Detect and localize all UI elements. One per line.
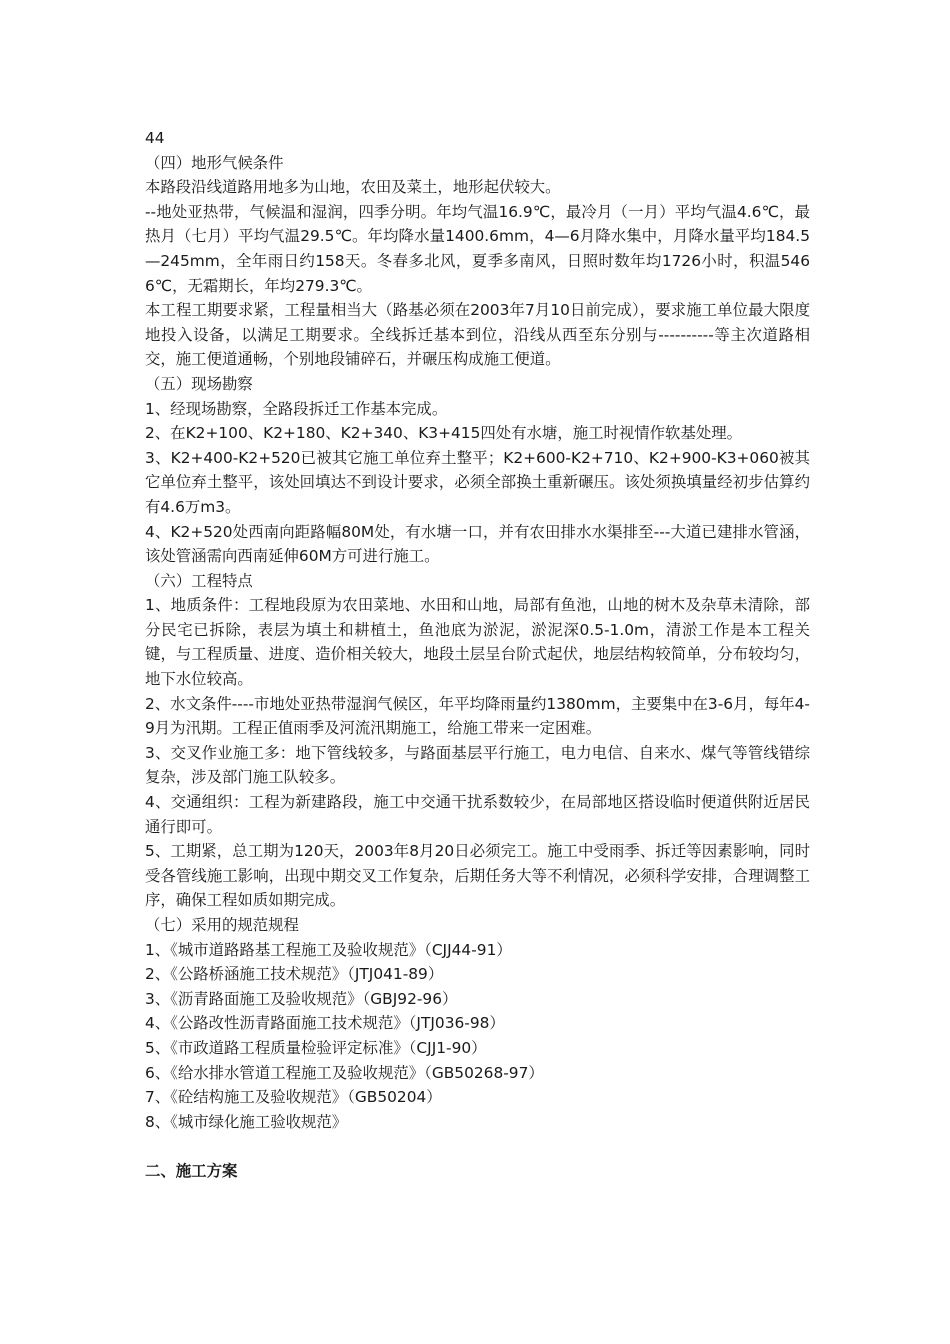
standard-list-item: 7、《砼结构施工及验收规范》（GB50204） (145, 1088, 442, 1107)
standard-list-item: 5、《市政道路工程质量检验评定标准》（CJJ1-90） (145, 1038, 487, 1057)
section-5-item: 1、经现场勘察，全路段拆迁工作基本完成。 (145, 399, 448, 418)
section-6-item: 4、交通组织：工程为新建路段，施工中交通干扰系数较少，在局部地区搭设临时便道供附近居民通行即可。 (145, 793, 810, 836)
section-6-item: 1、地质条件：工程地段原为农田菜地、水田和山地，局部有鱼池，山地的树木及杂草未清除，部分民宅已拆除，表层为填土和耕植土，鱼池底为淤泥，淤泥深0.5-1.0m，清淤工作是本工程关键，与工程质量、进度、造价相关较大，地段土层呈台阶式起伏，地层结构较简单，分布较均匀，地下水位较高。 (145, 596, 810, 689)
section-5-item: 3、K2+400-K2+520已被其它施工单位弃土整平；K2+600-K2+710、K2+900-K3+060被其它单位弃土整平，该处回填达不到设计要求，必须全部换土重新碾压。该处须换填量经初步估算约有4.6万m3。 (145, 448, 810, 516)
standard-list-item: 6、《给水排水管道工程施工及验收规范》（GB50268-97） (145, 1063, 544, 1082)
section-4-paragraph-1: 本路段沿线道路用地多为山地，农田及菜土，地形起伏较大。 (145, 178, 561, 197)
section-4-paragraph-2: --地处亚热带，气候温和湿润，四季分明。年均气温16.9℃，最冷月（一月）平均气温4.6℃，最热月（七月）平均气温29.5℃。年均降水量1400.6mm，4—6月降水集中，月降水量平均184.5—245mm，全年雨日约158天。冬春多北风，夏季多南风，日照时数年均1726小时，积温5466℃，无霜期长，年均279.3℃。 (145, 202, 810, 295)
section-7-title: （七）采用的规范规程 (145, 916, 299, 934)
section-4-paragraph-3: 本工程工期要求紧，工程量相当大（路基必须在2003年7月10日前完成），要求施工单位最大限度地投入设备，以满足工期要求。全线拆迁基本到位，沿线从西至东分别与----------等主次道路相交，施工便道通畅，个别地段铺碎石，并碾压构成施工便道。 (145, 301, 810, 369)
page-number: 44 (145, 129, 165, 147)
section-5-title: （五）现场勘察 (145, 374, 253, 393)
standard-list-item: 8、《城市绿化施工验收规范》 (145, 1112, 348, 1131)
standard-list-item: 4、《公路改性沥青路面施工技术规范》（JTJ036-98） (145, 1014, 505, 1033)
standard-list-item: 1、《城市道路路基工程施工及验收规范》（CJJ44-91） (145, 940, 512, 959)
section-5-item: 4、K2+520处西南向距路幅80M处，有水塘一口，并有农田排水水渠排至---大道已建排水管涵，该处管涵需向西南延伸60M方可进行施工。 (145, 522, 810, 566)
section-4-title: （四）地形气候条件 (145, 153, 284, 172)
section-6-item: 2、水文条件----市地处亚热带湿润气候区，年平均降雨量约1380mm，主要集中在3-6月，每年4-9月为汛期。工程正值雨季及河流汛期施工，给施工带来一定困难。 (145, 694, 810, 738)
section-6-item: 3、交叉作业施工多：地下管线较多，与路面基层平行施工，电力电信、自来水、煤气等管线错综复杂，涉及部门施工队较多。 (145, 743, 810, 787)
spacer (145, 1134, 810, 1159)
section-6-title: （六）工程特点 (145, 571, 253, 590)
section-5-item: 2、在K2+100、K2+180、K2+340、K3+415四处有水塘，施工时视情作软基处理。 (145, 424, 743, 443)
section-6-item: 5、工期紧，总工期为120天，2003年8月20日必须完工。施工中受雨季、拆迁等因素影响，同时受各管线施工影响，出现中期交叉工作复杂，后期任务大等不利情况，必须科学安排，合理调整工序，确保工程如质如期完成。 (145, 842, 810, 910)
standard-list-item: 3、《沥青路面施工及验收规范》（GBJ92-96） (145, 989, 458, 1008)
chapter-2-heading: 二、施工方案 (145, 1161, 238, 1180)
document-page (145, 126, 810, 1184)
standard-list-item: 2、《公路桥涵施工技术规范》（JTJ041-89） (145, 965, 444, 984)
